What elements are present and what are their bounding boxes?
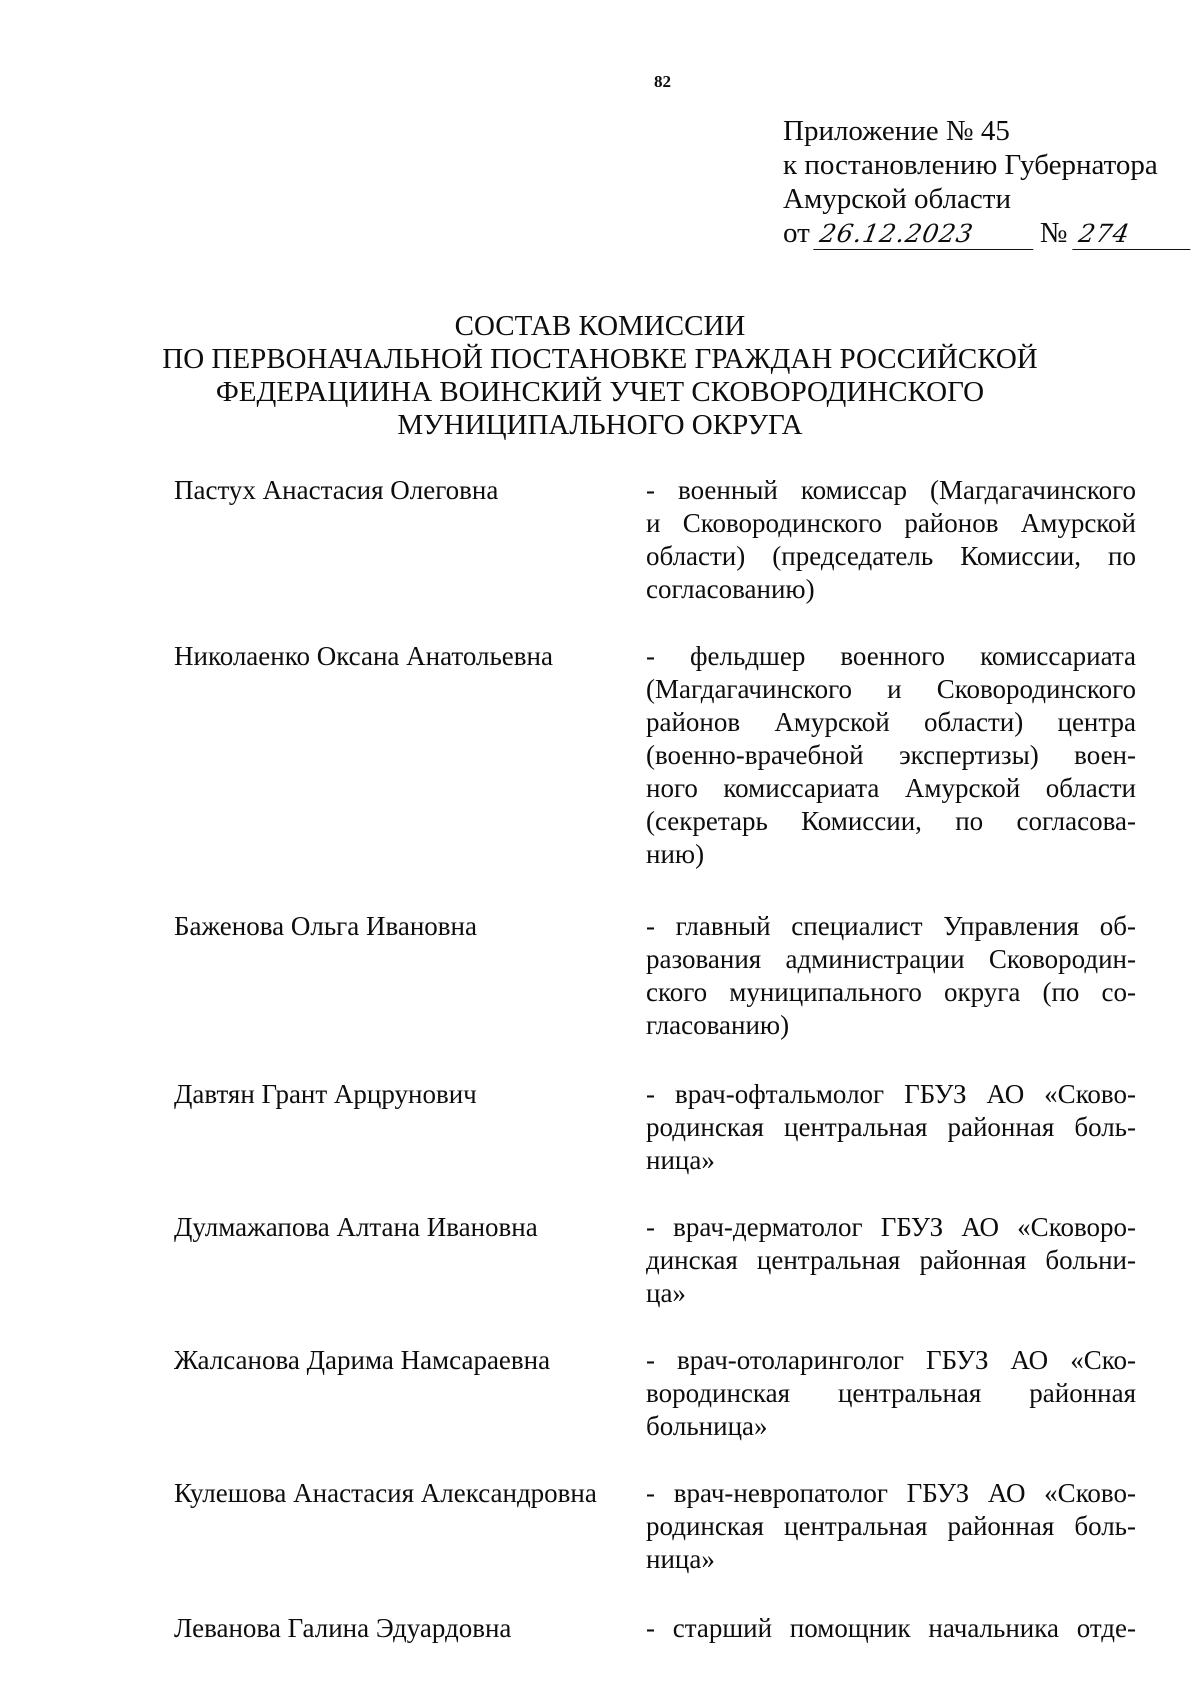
role-line: (Магдагачинского и Сковородинского <box>646 674 1136 704</box>
commission-members-list <box>174 474 1136 1645</box>
member-row <box>174 1078 1136 1177</box>
member-role <box>646 474 1136 606</box>
title-line-4: МУНИЦИПАЛЬНОГО ОКРУГА <box>397 409 803 441</box>
role-line: ского муниципального округа (по со- <box>646 977 1136 1007</box>
role-line: вородинская центральная районная <box>646 1378 1136 1408</box>
role-line: родинская центральная районная боль- <box>646 1112 1136 1142</box>
member-role <box>646 1344 1136 1443</box>
role-line: динская центральная районная больни- <box>646 1245 1136 1275</box>
role-line: - врач-офтальмолог ГБУЗ АО «Сково- <box>646 1079 1136 1109</box>
role-line: ница» <box>646 1145 715 1175</box>
title-line-3: ФЕДЕРАЦИИНА ВОИНСКИЙ УЧЕТ СКОВОРОДИНСКОГО <box>215 376 985 408</box>
role-line: ного комиссариата Амурской области <box>646 773 1136 803</box>
role-line: гласованию) <box>646 1010 790 1040</box>
role-line: - врач-дерматолог ГБУЗ АО «Сковоро- <box>646 1212 1136 1242</box>
role-line: - главный специалист Управления об- <box>646 911 1136 941</box>
role-line: - военный комиссар (Магдагачинского <box>646 475 1136 505</box>
handwritten-number: 274 <box>1073 219 1196 250</box>
appendix-header <box>783 114 1193 250</box>
document-title <box>0 310 1200 442</box>
role-line: ца» <box>646 1278 686 1308</box>
member-role <box>646 1211 1136 1310</box>
appendix-reference: к постановлению Губернатора <box>783 149 1158 181</box>
role-line: больница» <box>646 1411 768 1441</box>
role-line: ница» <box>646 1544 715 1574</box>
role-line: нию) <box>646 839 705 869</box>
member-row <box>174 474 1136 606</box>
member-row <box>174 1344 1136 1443</box>
member-name: Дулмажапова Алтана Ивановна <box>174 1212 538 1242</box>
page-number: 82 <box>654 72 671 91</box>
role-line: (военно-врачебной экспертизы) воен- <box>646 740 1136 770</box>
role-line: районов Амурской области) центра <box>646 707 1136 737</box>
member-name: Жалсанова Дарима Намсараевна <box>174 1345 551 1375</box>
member-role <box>646 1477 1136 1576</box>
handwritten-date: 26.12.2023 <box>813 219 1038 250</box>
member-row <box>174 1211 1136 1310</box>
number-prefix: № <box>1039 217 1068 249</box>
appendix-title: Приложение № 45 <box>783 115 1010 147</box>
role-line: - врач-невропатолог ГБУЗ АО «Сково- <box>646 1478 1136 1508</box>
role-line: родинская центральная районная боль- <box>646 1511 1136 1541</box>
member-role <box>646 640 1136 871</box>
member-name: Николаенко Оксана Анатольевна <box>174 641 553 671</box>
member-name: Кулешова Анастасия Александровна <box>174 1478 597 1508</box>
member-row <box>174 910 1136 1042</box>
role-line: и Сковородинского районов Амурской <box>646 508 1136 538</box>
member-role <box>646 910 1136 1042</box>
title-line-2: ПО ПЕРВОНАЧАЛЬНОЙ ПОСТАНОВКЕ ГРАЖДАН РОССИЙСКОЙ <box>162 343 1038 375</box>
date-prefix: от <box>783 217 810 249</box>
role-line: - врач-отоларинголог ГБУЗ АО «Ско- <box>646 1345 1136 1375</box>
member-name: Баженова Ольга Ивановна <box>174 911 477 941</box>
member-name: Давтян Грант Арцрунович <box>174 1079 477 1109</box>
member-row <box>174 640 1136 871</box>
role-line: области) (председатель Комиссии, по <box>646 541 1136 571</box>
appendix-date-line <box>783 216 1193 250</box>
member-role <box>646 1612 1136 1645</box>
role-line: разования администрации Сковородин- <box>646 944 1136 974</box>
role-line: согласованию) <box>646 574 815 604</box>
role-line: - старший помощник начальника отде- <box>646 1613 1136 1643</box>
member-row <box>174 1612 1136 1645</box>
member-role <box>646 1078 1136 1177</box>
role-line: (секретарь Комиссии, по согласова- <box>646 806 1136 836</box>
role-line: - фельдшер военного комиссариата <box>646 641 1136 671</box>
title-line-1: СОСТАВ КОМИССИИ <box>454 310 746 342</box>
member-row <box>174 1477 1136 1576</box>
member-name: Пастух Анастасия Олеговна <box>174 475 499 505</box>
member-name: Леванова Галина Эдуардовна <box>174 1613 512 1643</box>
appendix-region: Амурской области <box>783 183 1011 215</box>
